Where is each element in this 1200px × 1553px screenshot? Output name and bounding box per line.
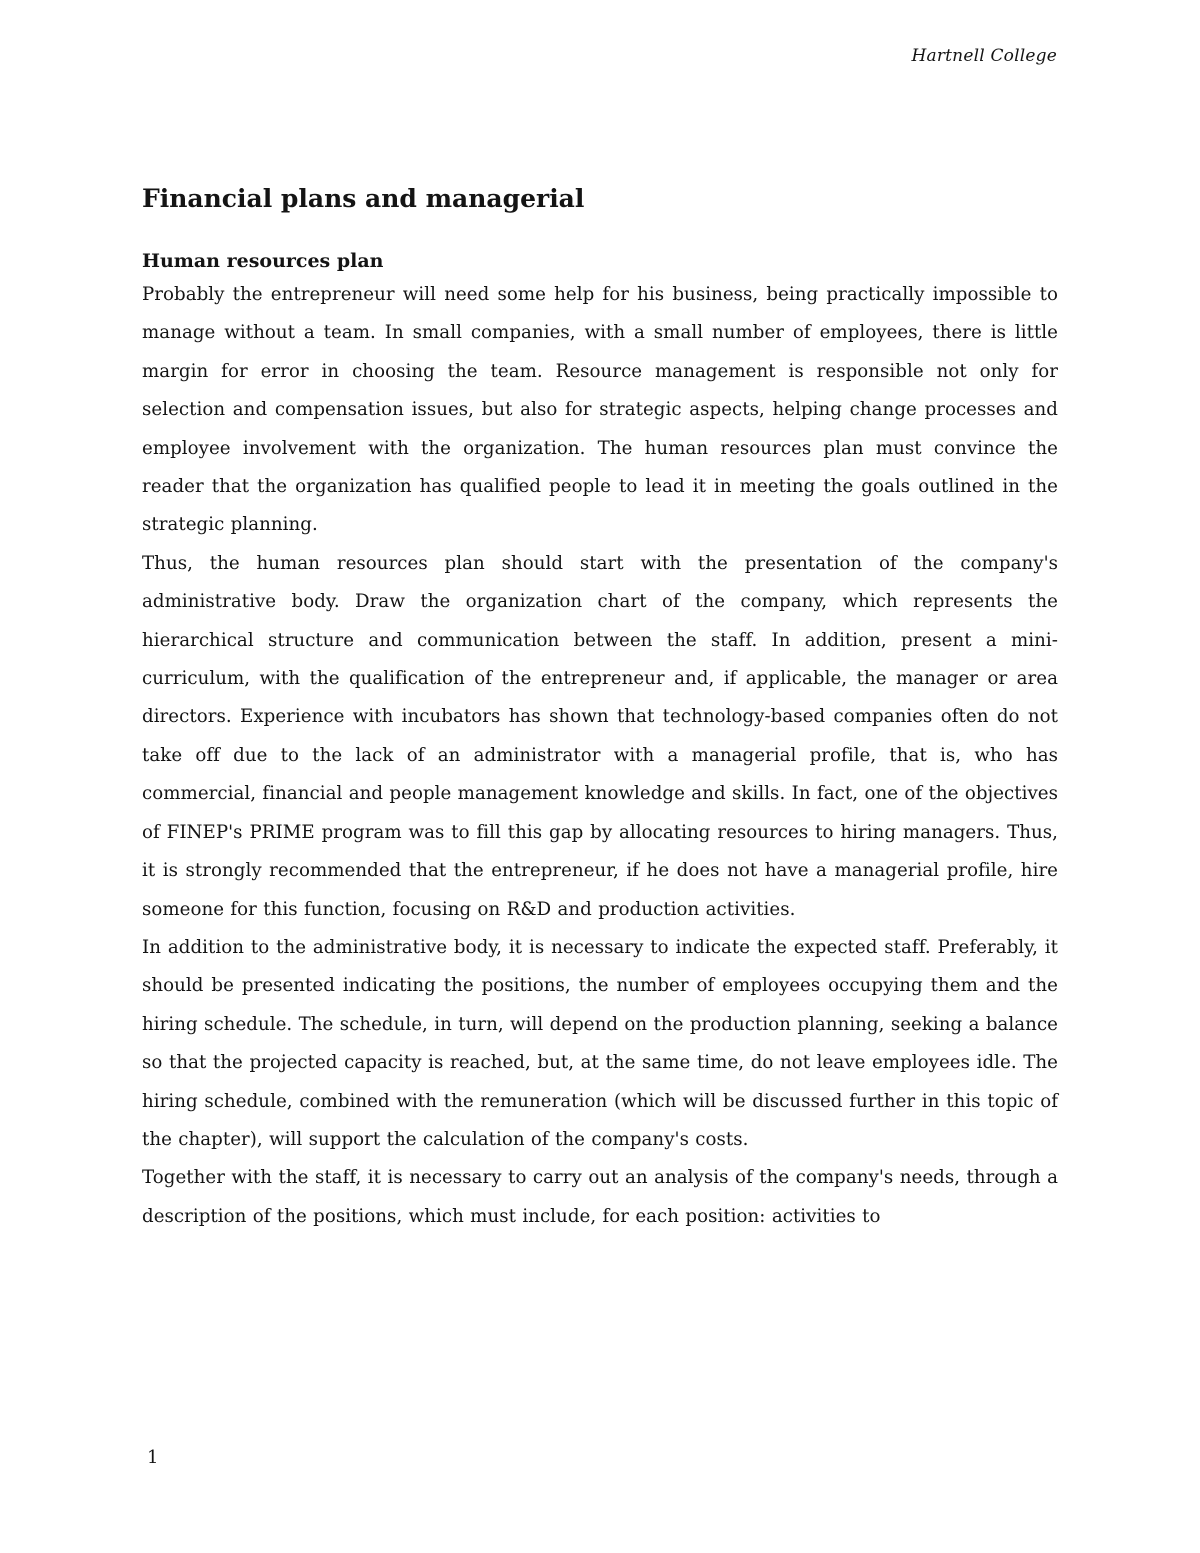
document-title: Financial plans and managerial	[142, 184, 585, 213]
body-paragraph: Together with the staff, it is necessary to carry out an analysis of the company's needs, through a description of the positions, which must include, for each position: activities to	[142, 1167, 1058, 1227]
body-paragraph: In addition to the administrative body, it is necessary to indicate the expected staff. Preferably, it should be presented indicating the positions, the number of employees occupying them and the hiring schedule. The schedule, in turn, will depend on the production planning, seeking a balance so that the projected capacity is reached, but, at the same time, do not leave employees idle. The hiring schedule, combined with the remuneration (which will be discussed further in this topic of the chapter), will support the calculation of the company's costs.	[142, 936, 1058, 1150]
section-heading: Human resources plan	[142, 250, 384, 272]
body-paragraph: Thus, the human resources plan should start with the presentation of the company's administrative body. Draw the organization chart of the company, which represents the hierarchical structure and communication between the staff. In addition, present a mini-curriculum, with the qualification of the entrepreneur and, if applicable, the manager or area directors. Experience with incubators has shown that technology-based companies often do not take off due to the lack of an administrator with a managerial profile, that is, who has commercial, financial and people management knowledge and skills. In fact, one of the objectives of FINEP's PRIME program was to fill this gap by allocating resources to hiring managers. Thus, it is strongly recommended that the entrepreneur, if he does not have a managerial profile, hire someone for this function, focusing on R&D and production activities.	[142, 552, 1058, 920]
running-header: Hartnell College	[911, 46, 1057, 66]
body-paragraph: Probably the entrepreneur will need some help for his business, being practically impossible to manage without a team. In small companies, with a small number of employees, there is little margin for error in choosing the team. Resource management is responsible not only for selection and compensation issues, but also for strategic aspects, helping change processes and employee involvement with the organization. The human resources plan must convince the reader that the organization has qualified people to lead it in meeting the goals outlined in the strategic planning.	[142, 284, 1058, 536]
document-body	[142, 178, 1058, 1236]
page-number: 1	[147, 1447, 159, 1468]
